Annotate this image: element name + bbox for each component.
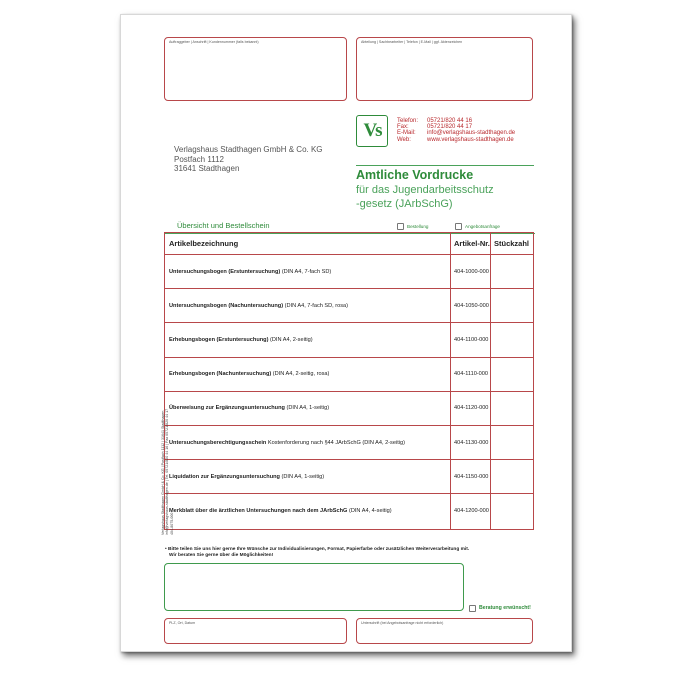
article-number: 404-1200-000	[451, 494, 491, 528]
overview-title: Übersicht und Bestellschein	[177, 221, 270, 230]
note-line2: Wir beraten Sie gerne über die Möglichkeiten!	[169, 552, 274, 558]
bestellung-label: Bestellung	[407, 224, 429, 229]
article-name-detail: (DIN A4, 7-fach SD)	[280, 268, 332, 275]
quantity-cell[interactable]	[491, 289, 533, 322]
place-date-label: PLZ, Ort, Datum	[169, 621, 196, 625]
note-text	[165, 547, 469, 559]
article-number: 404-1150-000	[451, 460, 491, 493]
header-stueckzahl: Stückzahl	[494, 239, 530, 248]
article-name-detail: (DIN A4, 7-fach SD, rosa)	[283, 302, 349, 309]
article-name-detail: (DIN A4, 2-seitig, rosa)	[271, 371, 330, 378]
table-body	[165, 255, 533, 529]
vs-logo: Vs	[356, 115, 388, 147]
table-row	[165, 426, 533, 460]
department-box-label: Abteilung | Sachbearbeiter | Telefon | E-Mail | ggf. Aktenzeichen	[361, 40, 463, 44]
table-row	[165, 358, 533, 392]
article-name	[165, 426, 451, 459]
article-name-bold: Untersuchungsbogen (Nachuntersuchung)	[169, 302, 284, 309]
quantity-cell[interactable]	[491, 392, 533, 425]
beratung-checkbox[interactable]	[469, 605, 476, 612]
bestellung-checkbox[interactable]	[397, 223, 404, 230]
table-row	[165, 460, 533, 494]
quantity-cell[interactable]	[491, 323, 533, 356]
quantity-cell[interactable]	[491, 460, 533, 493]
quantity-cell[interactable]	[491, 494, 533, 528]
publisher-address	[174, 145, 323, 174]
table-row	[165, 323, 533, 357]
email-value[interactable]: info@verlagshaus-stadthagen.de	[427, 130, 516, 137]
email-label: E-Mail:	[397, 130, 416, 137]
article-name	[165, 460, 451, 493]
title-rule	[356, 165, 534, 166]
article-name-bold: Merkblatt über die ärztlichen Untersuchungen nach dem JArbSchG	[169, 508, 348, 515]
article-name-detail: (DIN A4, 2-seitig)	[268, 336, 313, 343]
subtitle-line1: für das Jugendarbeitsschutz	[356, 184, 494, 196]
order-form-sheet	[120, 14, 572, 652]
article-name-detail: Kostenforderung nach §44 JArbSchG (DIN A4, 2-seitig)	[266, 439, 405, 446]
table-row	[165, 255, 533, 289]
article-name	[165, 494, 451, 528]
address-line1: Verlagshaus Stadthagen GmbH & Co. KG	[174, 145, 323, 154]
side-line1: Verlagshaus Stadthagen GmbH & Co. KG | Postfach 1112 | 31641 Stadthagen	[161, 410, 165, 535]
article-table	[164, 232, 534, 530]
article-number: 404-1130-000	[451, 426, 491, 459]
article-name-detail: (DIN A4, 1-seitig)	[284, 405, 330, 412]
article-number: 404-1000-000	[451, 255, 491, 288]
article-name-bold: Liquidation zur Ergänzungsuntersuchung	[169, 473, 280, 480]
side-code: 404-8075-000	[169, 512, 174, 535]
article-name-bold: Untersuchungsberechtigungsschein	[169, 439, 267, 446]
subtitle-line2: -gesetz (JArbSchG)	[356, 198, 453, 210]
side-imprint	[161, 409, 174, 535]
customer-box[interactable]	[164, 37, 347, 101]
side-line2: info@verlagshaus-stadthagen.de | Tel. 05721/820 44 16 | Fax 05721/820 44 17	[165, 408, 170, 535]
header-artikel-nr: Artikel-Nr.	[451, 233, 491, 254]
telefon-label: Telefon:	[397, 118, 419, 124]
angebotsanfrage-checkbox[interactable]	[455, 223, 462, 230]
form-subtitle	[356, 183, 494, 211]
article-number: 404-1100-000	[451, 323, 491, 356]
web-value[interactable]: www.verlagshaus-stadthagen.de	[427, 136, 514, 143]
wishes-textarea[interactable]	[164, 563, 464, 611]
contact-block	[397, 118, 515, 143]
beratung-label: Beratung erwünscht!	[479, 605, 531, 611]
article-number: 404-1120-000	[451, 392, 491, 425]
table-row	[165, 494, 533, 528]
department-box[interactable]	[356, 37, 533, 101]
article-name-detail: (DIN A4, 1-seitig)	[279, 473, 325, 480]
table-row	[165, 392, 533, 426]
telefon-value: 05721/820 44 16	[427, 118, 473, 124]
fax-value: 05721/820 44 17	[427, 124, 473, 131]
quantity-cell[interactable]	[491, 426, 533, 459]
article-name-bold: Erhebungsbogen (Erstuntersuchung)	[169, 336, 269, 343]
fax-label: Fax:	[397, 124, 409, 131]
article-name	[165, 255, 451, 288]
note-line1: • Bitte teilen Sie uns hier gerne Ihre Wünsche zur Individualisierungen, Format, Papierfarbe oder zusätzlichen Weiterverarbeitung mit.	[165, 547, 470, 552]
article-name-bold: Überweisung zur Ergänzungsuntersuchung	[169, 405, 285, 412]
article-number: 404-1050-000	[451, 289, 491, 322]
article-name	[165, 358, 451, 391]
article-name-bold: Untersuchungsbogen (Erstuntersuchung)	[169, 268, 281, 275]
signature-box[interactable]	[356, 618, 533, 644]
address-line3: 31641 Stadthagen	[174, 164, 240, 173]
article-name-detail: (DIN A4, 4-seitig)	[347, 508, 392, 515]
table-header	[165, 233, 533, 255]
angebotsanfrage-label: Angebotsanfrage	[465, 224, 500, 229]
signature-label: Unterschrift (bei Angebotsanfrage nicht erforderlich)	[361, 621, 444, 625]
customer-box-label: Auftraggeber | Anschrift | Kundennummer (falls bekannt)	[169, 40, 259, 44]
article-name	[165, 289, 451, 322]
article-name-bold: Erhebungsbogen (Nachuntersuchung)	[169, 371, 272, 378]
header-artikelbezeichnung: Artikelbezeichnung	[165, 233, 451, 254]
address-line2: Postfach 1112	[174, 154, 224, 164]
table-row	[165, 289, 533, 323]
web-label: Web:	[397, 136, 411, 143]
article-name	[165, 392, 451, 425]
quantity-cell[interactable]	[491, 358, 533, 391]
article-name	[165, 323, 451, 356]
place-date-box[interactable]	[164, 618, 347, 644]
article-number: 404-1110-000	[451, 358, 491, 391]
form-title: Amtliche Vordrucke	[356, 168, 474, 182]
quantity-cell[interactable]	[491, 255, 533, 288]
